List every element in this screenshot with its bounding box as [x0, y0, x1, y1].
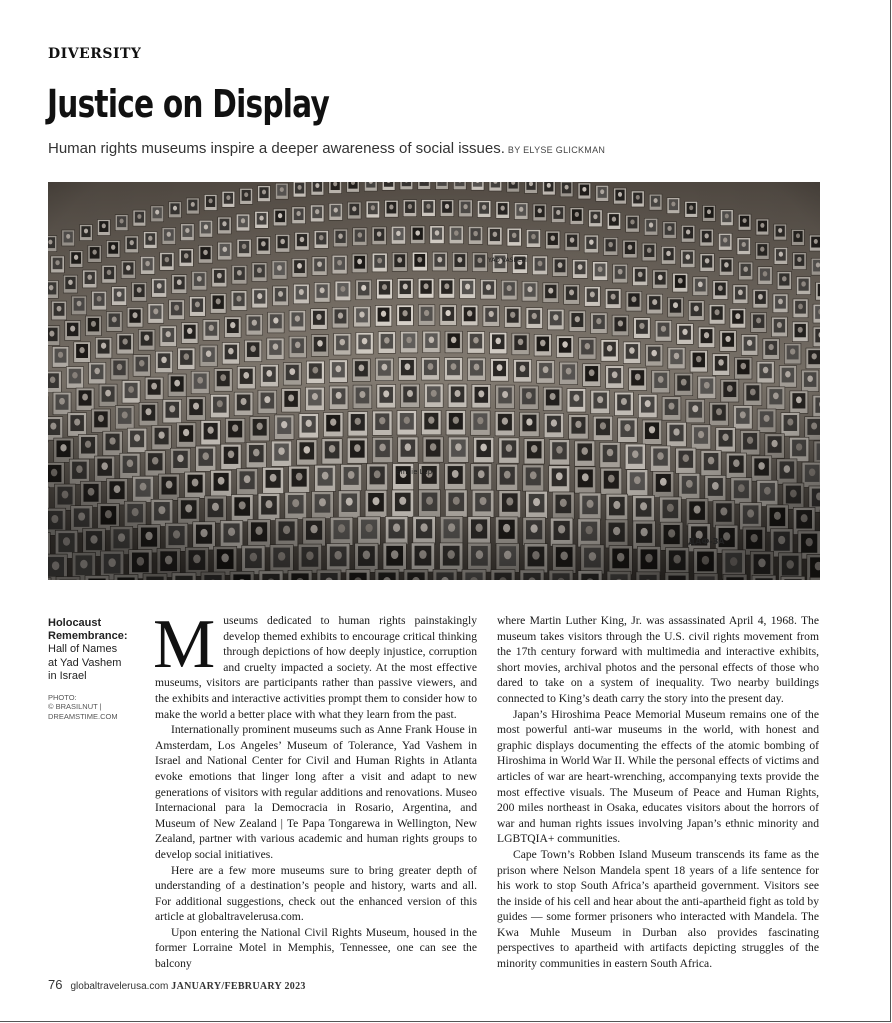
paragraph-3: Here are a few more museums sure to bring greater depth of understanding of a destination’s people and history, warts and all. For additional suggestions, check out the enhanced version of this article at globaltravelerusa.com.: [155, 863, 477, 924]
footer-site: globaltravelerusa.com: [70, 981, 169, 992]
footer-issue: JANUARY/FEBRUARY 2023: [171, 981, 306, 992]
hall-of-names-photo: [48, 182, 820, 580]
byline: BY ELYSE GLICKMAN: [507, 145, 606, 155]
hero-photo: [48, 182, 820, 580]
photo-caption: [48, 617, 126, 721]
credit-line-2: © BRASILNUT |: [48, 702, 102, 712]
paragraph-1: [153, 606, 477, 722]
paragraph-2: Internationally prominent museums such as Anne Frank House in Amsterdam, Los Angeles’ Museum of Tolerance, Yad Vashem in Israel and National Center for Civil and Human Rights in Atlanta evoke emotions that linger long after a visit and adapt to new generations of visitors with regular additions and renovations. Museo Internacional para la Democracia in Rosario, Argentina, and Museum of New Zealand | Te Papa Tongarewa in Wellington, New Zealand, partner with various academic and human rights groups to develop social initiatives.: [155, 723, 477, 861]
paragraph-5: Japan’s Hiroshima Peace Memorial Museum remains one of the most powerful anti-war museums in the world, with honest and graphic displays documenting the effects of the atomic bombing of Hiroshima in World War II. While the personal effects of victims and articles of war are heart-wrenching, accompanying texts provide the most effective visuals. The Museum of Peace and Human Rights, 200 miles northeast in Osaka, educates visitors about the horrors of war and human rights issues involving Japan’s ethnic minority and LGBTQIA+ communities.: [497, 707, 819, 846]
headline: Justice on Display: [47, 82, 330, 126]
hero-label-emilie-lap: Emilie Lap: [396, 468, 433, 476]
paragraph-4: Upon entering the National Civil Rights Museum, housed in the former Lorraine Motel in Memphis, Tennessee, one can see the balcony: [155, 925, 477, 971]
hero-label-yad-vashem: YAD VASHEM: [488, 257, 527, 264]
credit-line-3: DREAMSTIME.COM: [48, 711, 118, 721]
body-column-2: [497, 613, 819, 972]
subhead: [48, 140, 605, 157]
paragraph-6: Cape Town’s Robben Island Museum transcends its fame as the prison where Nelson Mandela spent 18 years of a life sentence for his work to stop South Africa’s apartheid government. Visitors see the inside of his cell and hear about the anti-apartheid fight as told by guides — some former prisoners who interacted with Mandela. The Kwa Muhle Museum in Durban also provides fascinating perspectives to apartheid with artifacts depicting struggles of the minority communities in eastern South Africa.: [497, 847, 819, 971]
paragraph-4-continued: where Martin Luther King, Jr. was assassinated April 4, 1968. The museum takes visitors through the U.S. civil rights movement from the 17th century forward with multimedia and interactive exhibits, short movies, archival photos and the personal effects of those who dared to take on a system of inequality. Two nearby buildings connected to King’s death carry the story into the present day.: [497, 614, 819, 705]
page-number: 76: [48, 977, 63, 992]
photo-credit: [48, 693, 126, 721]
page-footer: [48, 977, 306, 992]
drop-cap: M: [153, 606, 216, 683]
credit-line-1: PHOTO:: [48, 692, 77, 702]
section-label: DIVERSITY: [48, 46, 142, 62]
hero-label-daf-za: ДАФ-ЗА: [688, 537, 725, 546]
paragraph-1-text: useums dedicated to human rights painstakingly develop themed exhibits to encourage critical thinking through depictions of how deeply injustice, corruption and cruelty impacted a society. At the most effective museums, visitors are participants rather than passive viewers, and the exhibits and interactive activities prompt them to consider how to make the world a better place with what they learn from the past.: [155, 614, 477, 721]
subhead-text: Human rights museums inspire a deeper awareness of social issues.: [48, 140, 505, 157]
body-column-1: [153, 606, 477, 972]
caption-text: Hall of Names at Yad Vashem in Israel: [48, 643, 122, 682]
caption-title: Holocaust Remembrance:: [48, 617, 128, 643]
